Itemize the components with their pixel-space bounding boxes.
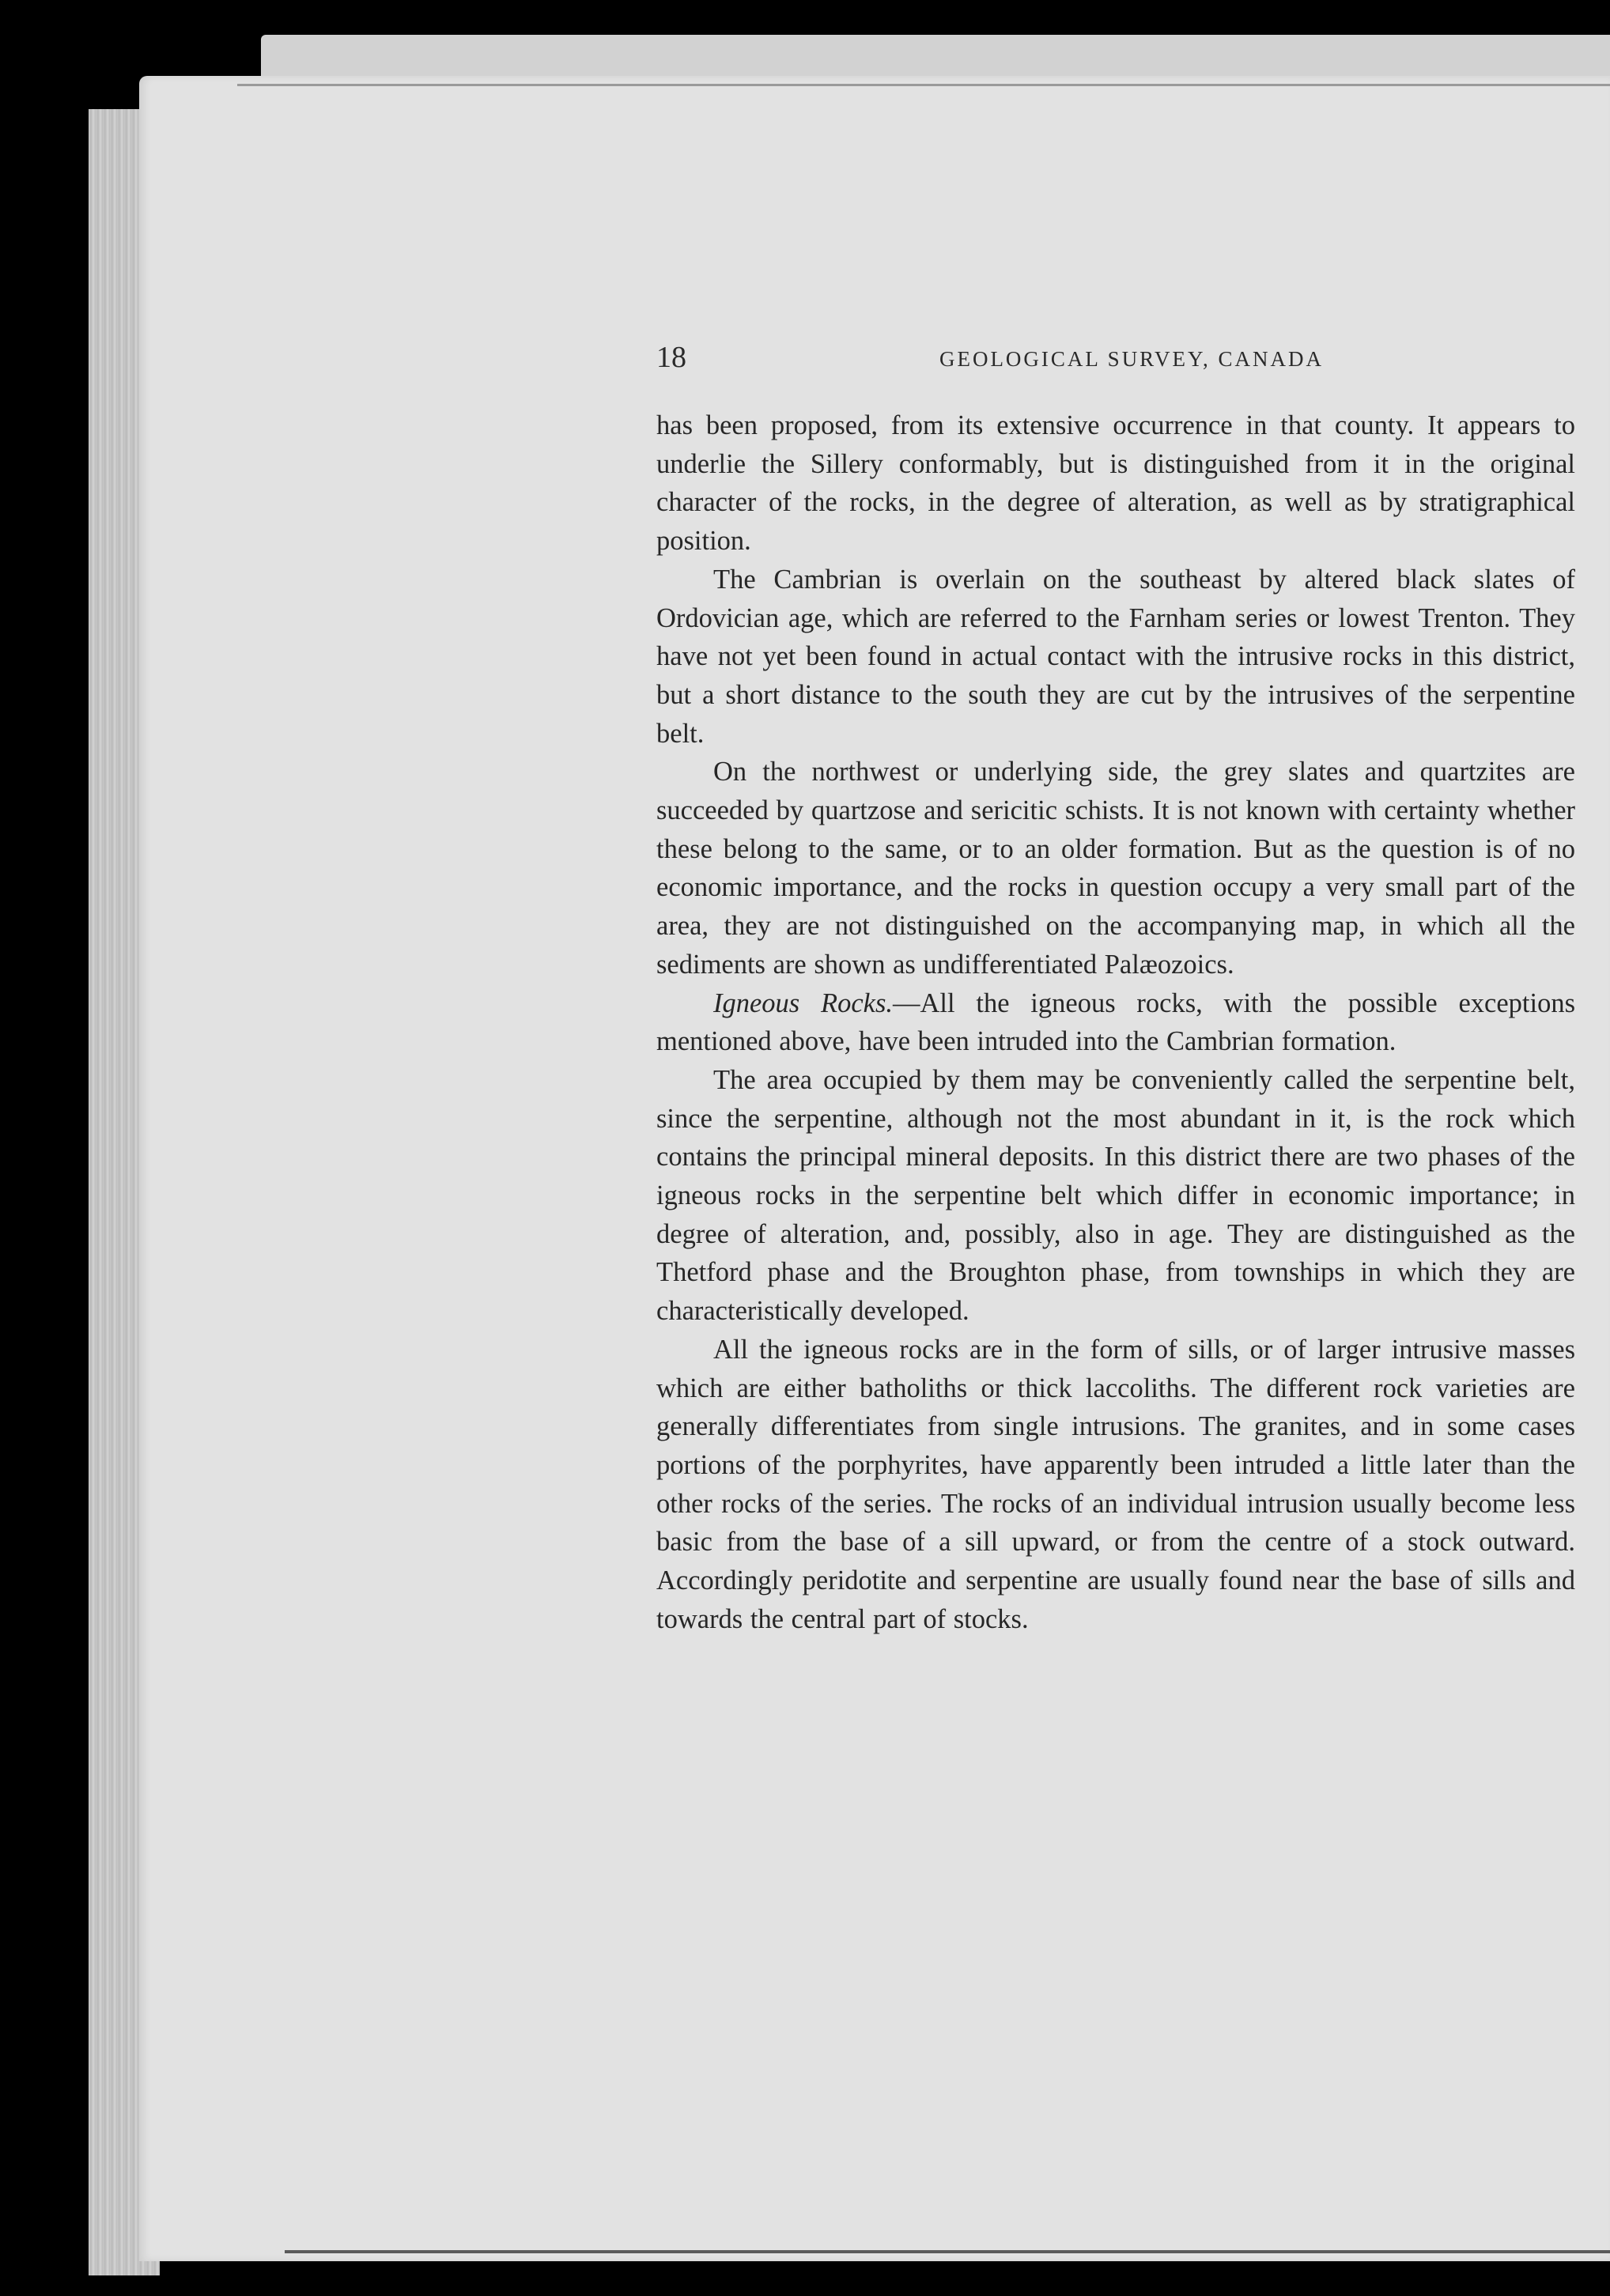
paragraph-6: All the igneous rocks are in the form of sills, or of larger intrusive masses which are either batholiths or thick laccoliths. The different rock varieties are generally differentiates from single intrusions. The granites, and in some cases portions of the porphyrites, have apparently been intruded a little later than the other rocks of the series. The rocks of an individual intrusion usually become less basic from the base of a sill upward, or from the centre of a stock outward. Accordingly peridotite and serpentine are usually found near the base of sills and towards the central part of stocks.	[656, 1334, 1575, 1634]
bottom-page-edge	[285, 2250, 1610, 2253]
paragraph-5: The area occupied by them may be conveniently called the serpentine belt, since the serpentine, although not the most abundant in it, is the rock which contains the principal mineral deposits. In this district there are two phases of the igneous rocks in the serpentine belt which differ in economic importance; in degree of alteration, and, possibly, also in age. They are distinguished as the Thetford phase and the Broughton phase, from townships in which they are characteristically developed.	[656, 1064, 1575, 1327]
paragraph-1: has been proposed, from its extensive occurrence in that county. It appears to underlie the Sillery conformably, but is distinguished from it in the original character of the rocks, in the degree of alteration, as well as by stratigraphical position.	[656, 410, 1575, 557]
running-head-title: GEOLOGICAL SURVEY, CANADA	[939, 347, 1325, 371]
paragraph-3: On the northwest or underlying side, the grey slates and quartzites are succeeded by quartzose and sericitic schists. It is not known with certainty whether these belong to the same, or to an older formation. But as the question is of no economic importance, and the rocks in question occupy a very small part of the area, they are not distinguished on the accompanying map, in which all the sediments are shown as undifferentiated Palæozoics.	[656, 757, 1575, 980]
running-head	[656, 340, 1575, 375]
top-page-edge	[237, 84, 1610, 86]
section-heading-igneous-rocks: Igneous Rocks.	[713, 988, 894, 1018]
paragraph-2: The Cambrian is overlain on the southeast by altered black slates of Ordovician age, which are referred to the Farnham series or lowest Trenton. They have not yet been found in actual contact with the intrusive rocks in this district, but a short distance to the south they are cut by the intrusives of the serpentine belt.	[656, 564, 1575, 749]
paragraph-4	[656, 984, 1575, 1061]
page-number: 18	[656, 341, 686, 374]
paragraph-4-text: —All the igneous rocks, with the possible exceptions mentioned above, have been intruded into the Cambrian formation.	[656, 988, 1575, 1057]
body-text	[656, 406, 1575, 1639]
